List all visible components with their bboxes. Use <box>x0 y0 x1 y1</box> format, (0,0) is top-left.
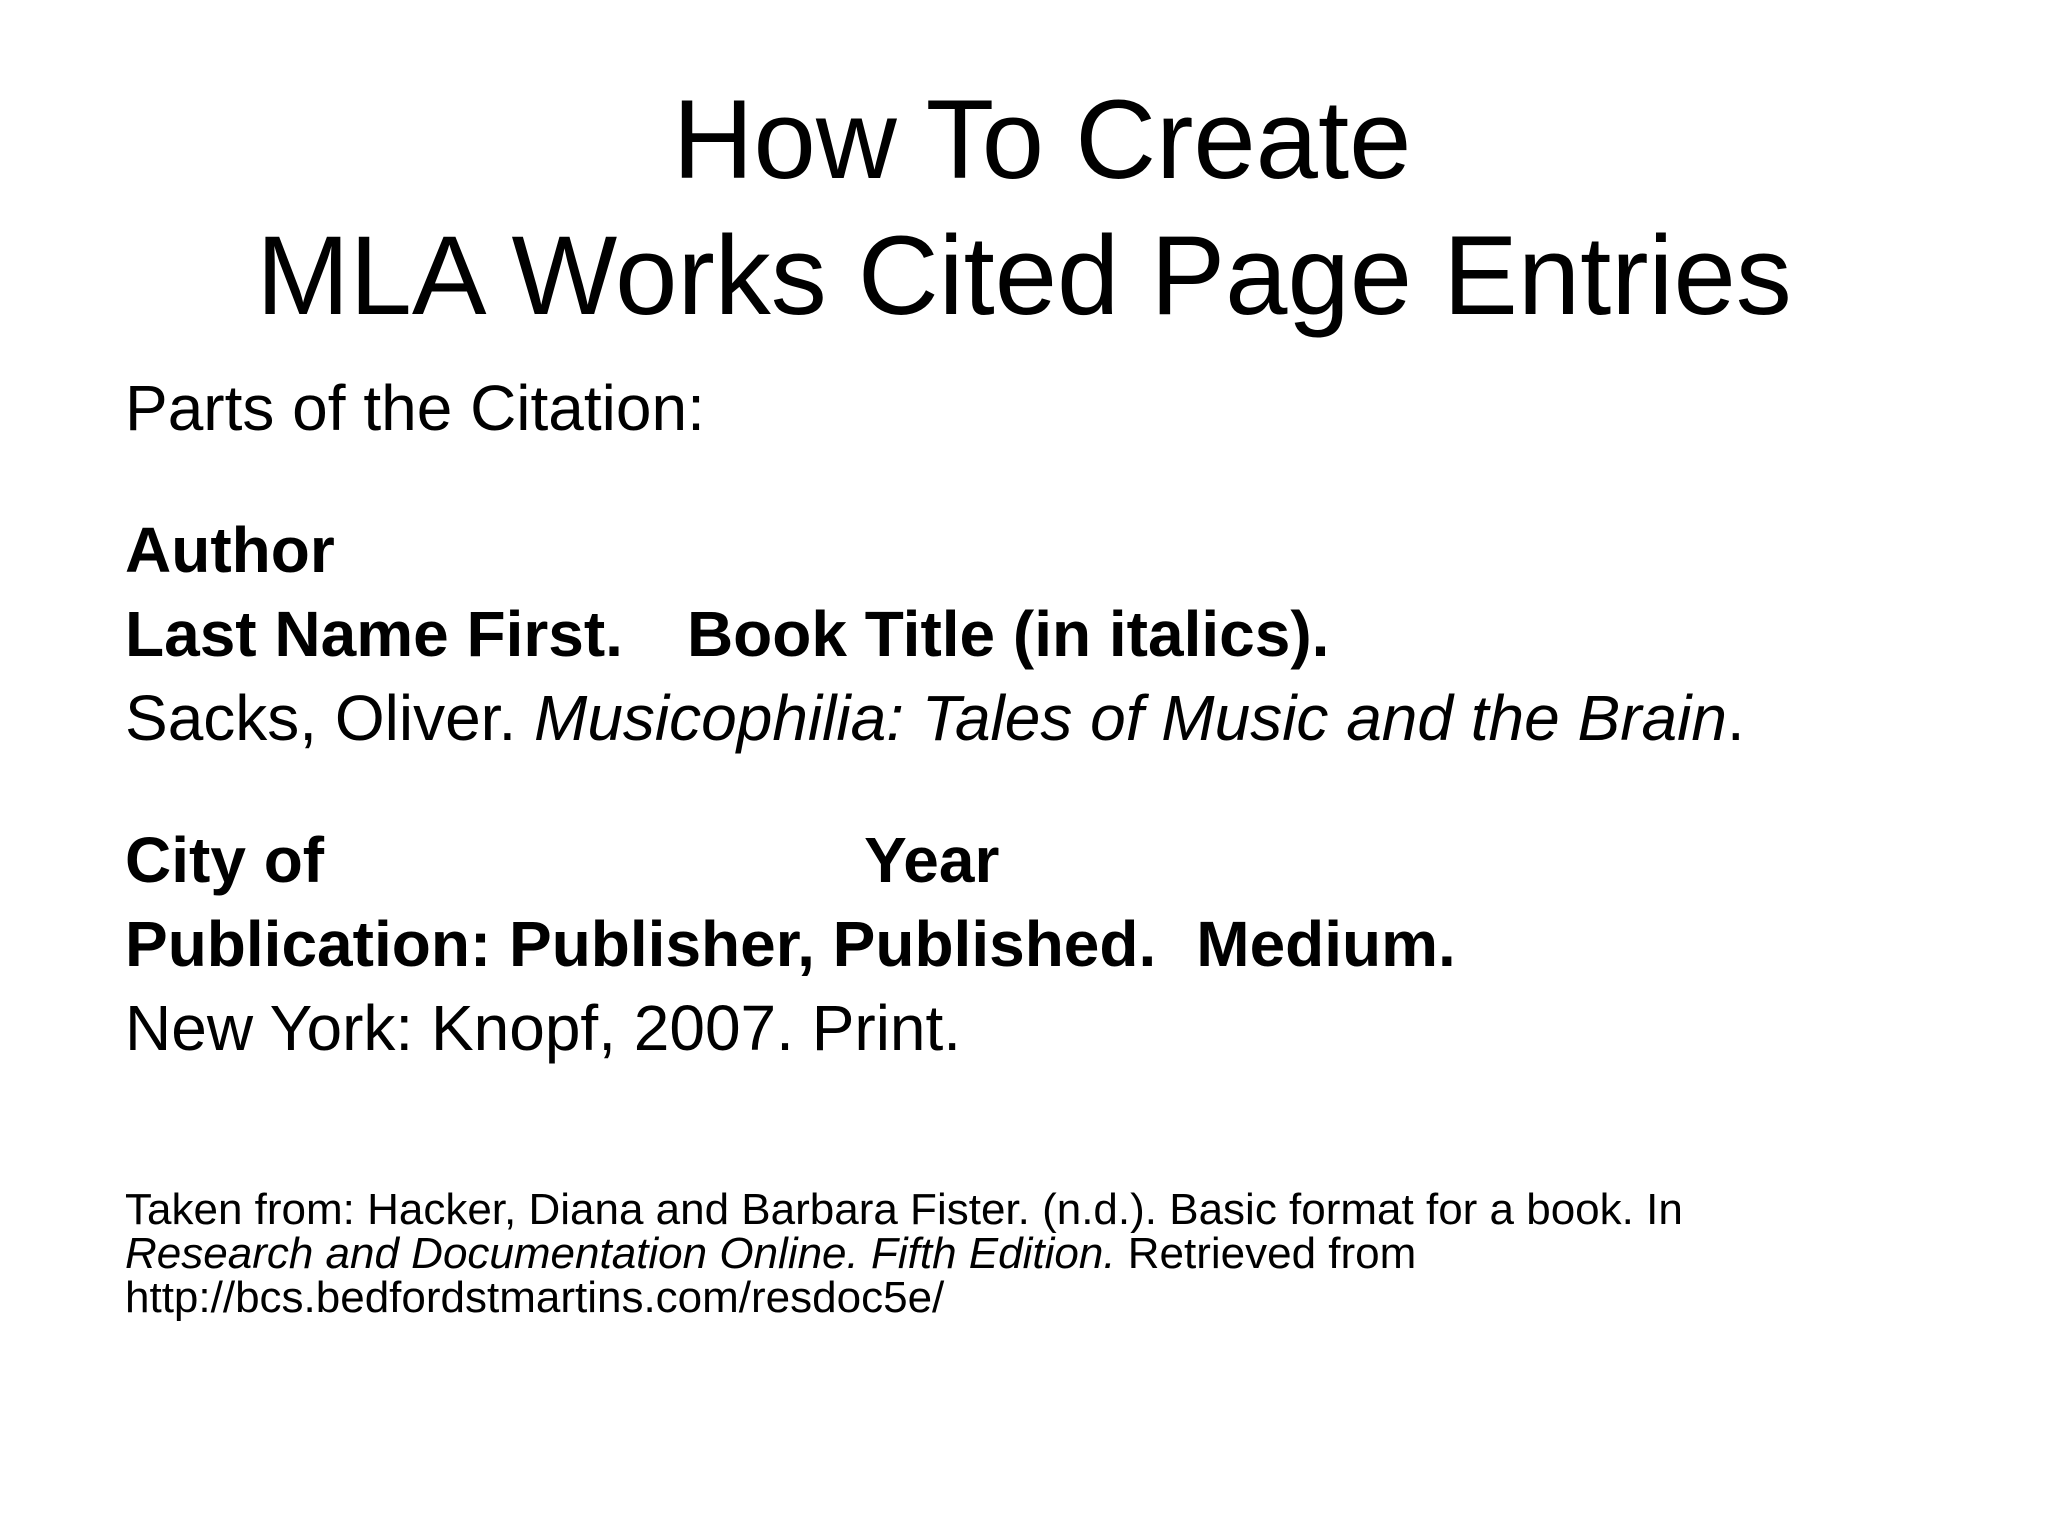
year-label: Year <box>864 824 1000 896</box>
publication-label: Publication: <box>125 908 492 980</box>
slide-title <box>0 72 2048 344</box>
city-of-label: City of <box>125 824 325 896</box>
source-line-1: Taken from: Hacker, Diana and Barbara Fister. (n.d.). Basic format for a book. In <box>125 1185 1683 1234</box>
medium-label: Medium. <box>1196 908 1456 980</box>
publisher-label: Publisher, <box>509 908 815 980</box>
example-author: Sacks, Oliver. <box>125 682 534 754</box>
last-name-first-label: Last Name First. <box>125 598 623 670</box>
citation-content <box>125 366 2005 1070</box>
source-note <box>125 1185 1985 1322</box>
source-url: http://bcs.bedfordstmartins.com/resdoc5e/ <box>125 1273 945 1322</box>
publication-label-row <box>125 902 2005 986</box>
example-author-title <box>125 676 2005 760</box>
example-publication: New York: Knopf, 2007. Print. <box>125 992 962 1064</box>
published-label: Published. <box>832 908 1157 980</box>
title-line-2: MLA Works Cited Page Entries <box>256 213 1792 338</box>
parts-heading: Parts of the Citation: <box>125 372 705 444</box>
source-italic-title: Research and Documentation Online. Fifth Edition. <box>125 1229 1116 1278</box>
example-book-title: Musicophilia: Tales of Music and the Brain <box>534 682 1727 754</box>
name-title-label-row <box>125 592 2005 676</box>
title-line-1: How To Create <box>672 77 1412 202</box>
example-period: . <box>1726 682 1745 754</box>
author-label: Author <box>125 514 335 586</box>
book-title-label: Book Title (in italics). <box>686 598 1330 670</box>
source-line-2 <box>125 1229 1985 1278</box>
city-year-label-row <box>125 818 2005 902</box>
source-retrieved: Retrieved from <box>1115 1229 1417 1278</box>
